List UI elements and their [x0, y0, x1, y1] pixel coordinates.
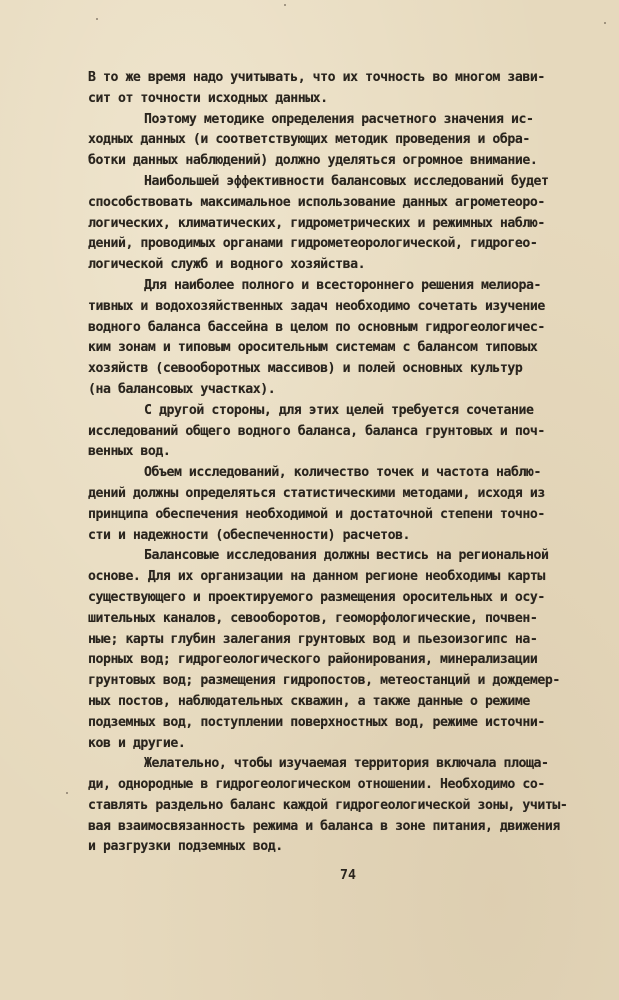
text-line: ким зонам и типовым оросительным системам с балансом типовых — [88, 340, 538, 356]
text-line: принципа обеспечения необходимой и достаточной степени точно- — [88, 506, 545, 522]
text-line: ходных данных (и соответствующих методик проведения и обра- — [88, 132, 530, 148]
text-line: Наибольшей эффективности балансовых исследований будет — [144, 173, 549, 189]
body-text — [88, 68, 608, 858]
text-line: ди, однородные в гидрогеологическом отношении. Необходимо со- — [88, 777, 545, 793]
text-line: способствовать максимальное использование данных агрометеоро- — [88, 194, 545, 210]
text-line: (на балансовых участках). — [88, 381, 276, 397]
text-line: сит от точности исходных данных. — [88, 90, 328, 106]
text-line: Для наиболее полного и всестороннего решения мелиора- — [144, 277, 541, 293]
text-line: дений должны определяться статистическими методами, исходя из — [88, 485, 545, 501]
text-line: В то же время надо учитывать, что их точность во многом зави- — [88, 70, 545, 85]
text-line: ных постов, наблюдательных скважин, а также данные о режиме — [88, 693, 530, 709]
text-line: исследований общего водного баланса, баланса грунтовых и поч- — [88, 423, 545, 439]
text-line: логических, климатических, гидрометрических и режимных наблю- — [88, 215, 545, 231]
text-line: хозяйств (севооборотных массивов) и полей основных культур — [88, 361, 523, 377]
text-line: порных вод; гидрогеологического районирования, минерализации — [88, 652, 538, 668]
text-line: сти и надежности (обеспеченности) расчетов. — [88, 527, 411, 543]
text-line: дений, проводимых органами гидрометеорологической, гидрогео- — [88, 236, 538, 252]
paper-speck — [96, 18, 98, 20]
paper-speck — [284, 4, 286, 6]
paper-speck — [66, 792, 68, 794]
text-line: существующего и проектируемого размещения оросительных и осу- — [88, 589, 545, 605]
text-line: С другой стороны, для этих целей требуется сочетание — [144, 402, 534, 418]
text-line: ков и другие. — [88, 735, 186, 751]
text-line: основе. Для их организации на данном регионе необходимы карты — [88, 569, 545, 585]
text-line: Объем исследований, количество точек и частота наблю- — [144, 465, 541, 481]
text-line: грунтовых вод; размещения гидропостов, метеостанций и дождемер- — [88, 673, 560, 689]
text-line: Желательно, чтобы изучаемая территория включала площа- — [144, 756, 549, 772]
text-line: шительных каналов, севооборотов, геоморфологические, почвен- — [88, 610, 538, 626]
text-line: Поэтому методике определения расчетного значения ис- — [144, 111, 534, 127]
text-line: тивных и водохозяйственных задач необходимо сочетать изучение — [88, 298, 545, 314]
text-line: логической служб и водного хозяйства. — [88, 257, 366, 273]
paper-speck — [604, 22, 606, 24]
text-line: ставлять раздельно баланс каждой гидрогеологической зоны, учиты- — [88, 797, 568, 813]
text-line: ботки данных наблюдений) должно уделяться огромное внимание. — [88, 153, 538, 169]
text-line: водного баланса бассейна в целом по основным гидрогеологичес- — [88, 319, 545, 335]
text-line: и разгрузки подземных вод. — [88, 839, 283, 855]
text-line: ные; карты глубин залегания грунтовых вод и пьезоизогипс на- — [88, 631, 538, 647]
text-line: венных вод. — [88, 444, 171, 460]
text-line: вая взаимосвязанность режима и баланса в зоне питания, движения — [88, 818, 560, 834]
text-line: подземных вод, поступлении поверхностных вод, режиме источни- — [88, 714, 545, 730]
text-line: Балансовые исследования должны вестись на региональной — [144, 548, 549, 564]
page-number: 74 — [340, 868, 356, 883]
